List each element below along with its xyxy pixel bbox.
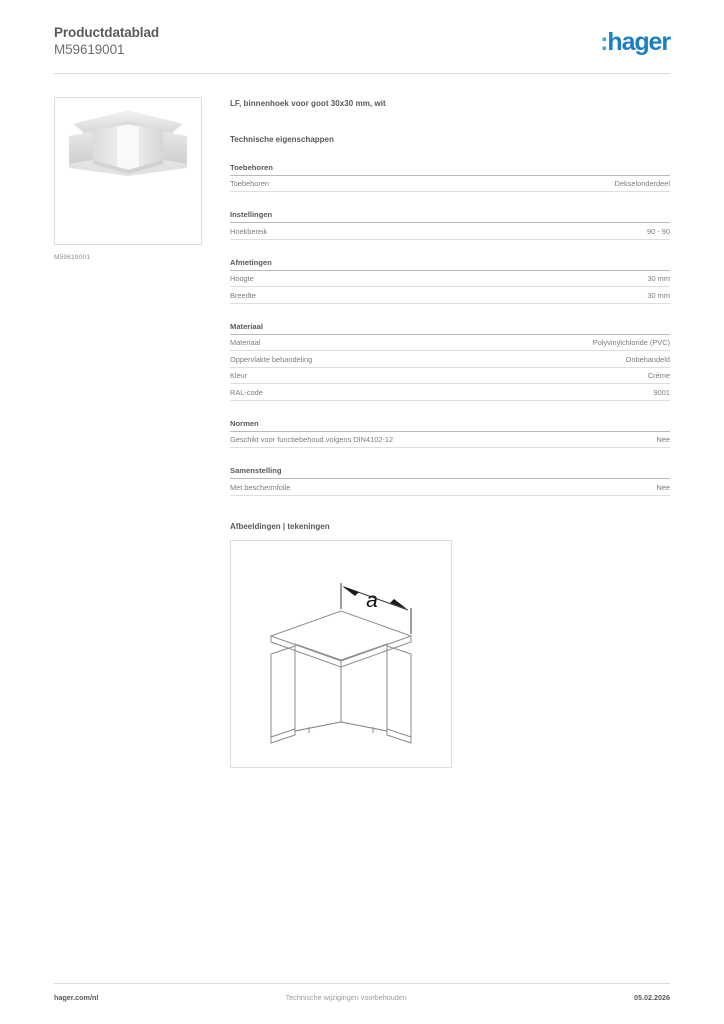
spec-value: 30 mm <box>647 274 670 284</box>
technical-properties-heading: Technische eigenschappen <box>230 134 334 144</box>
spec-row <box>230 335 670 352</box>
drawings-heading: Afbeeldingen | tekeningen <box>230 521 330 531</box>
product-photo-column <box>54 97 214 261</box>
spec-group-title: Samenstelling <box>230 466 670 479</box>
specifications-column <box>214 97 670 768</box>
spec-group <box>230 210 670 240</box>
spec-key: RAL-code <box>230 387 263 397</box>
footer-disclaimer: Technische wijzigingen voorbehouden <box>285 993 407 1002</box>
spec-key: Materiaal <box>230 338 261 348</box>
spec-key: Breedte <box>230 290 256 300</box>
spec-key: Oppervlakte behandeling <box>230 354 313 364</box>
spec-value: Nee <box>656 435 670 445</box>
spec-row <box>230 223 670 240</box>
spec-row <box>230 287 670 304</box>
specifications-table <box>230 163 670 496</box>
spec-row <box>230 271 670 288</box>
spec-value: Onbehandeld <box>625 354 670 364</box>
spec-group-title: Instellingen <box>230 210 670 223</box>
spec-group <box>230 466 670 496</box>
page-title: Productdatablad <box>54 25 160 40</box>
product-name: LF, binnenhoek voor goot 30x30 mm, wit <box>230 98 386 108</box>
footer-date: 05.02.2026 <box>634 993 670 1002</box>
spec-row <box>230 384 670 401</box>
spec-key: Met beschermfolie <box>230 482 291 492</box>
spec-key: Geschikt voor functiebehoud volgens DIN4102-12 <box>230 435 394 445</box>
spec-group <box>230 419 670 449</box>
page-header <box>54 0 670 59</box>
product-photo-image <box>55 98 201 244</box>
spec-value: 9001 <box>653 387 670 397</box>
dimension-label: a <box>366 588 378 612</box>
footer-row <box>54 984 670 1002</box>
spec-value: 90 - 90 <box>646 226 670 236</box>
spec-row <box>230 432 670 449</box>
footer-website-link[interactable]: hager.com/nl <box>54 993 99 1002</box>
page-body <box>54 74 670 768</box>
spec-key: Hoekbereik <box>230 226 268 236</box>
spec-key: Toebehoren <box>230 179 270 189</box>
spec-group <box>230 163 670 193</box>
spec-group <box>230 322 670 401</box>
technical-drawing-frame <box>230 540 452 768</box>
logo-colon-icon: : <box>600 28 608 56</box>
spec-group <box>230 258 670 304</box>
spec-row <box>230 351 670 368</box>
spec-group-title: Materiaal <box>230 322 670 335</box>
hager-logo[interactable] <box>600 24 670 55</box>
spec-group-title: Toebehoren <box>230 163 670 176</box>
logo-wordmark: hager <box>607 28 670 56</box>
spec-value: Polyvinylchloride (PVC) <box>592 338 670 348</box>
spec-group-title: Normen <box>230 419 670 432</box>
spec-group-title: Afmetingen <box>230 258 670 271</box>
spec-row <box>230 479 670 496</box>
spec-row <box>230 368 670 385</box>
spec-value: Dekselonderdeel <box>614 179 670 189</box>
spec-value: Crème <box>647 371 670 381</box>
document-reference: M59619001 <box>54 42 125 58</box>
spec-key: Kleur <box>230 371 248 381</box>
spec-row <box>230 176 670 193</box>
technical-drawing-image <box>231 541 451 767</box>
page-footer <box>54 983 670 1002</box>
product-photo-frame <box>54 97 202 245</box>
spec-key: Hoogte <box>230 274 254 284</box>
spec-value: 30 mm <box>647 290 670 300</box>
product-photo-caption: M59619001 <box>54 253 91 261</box>
title-block <box>54 24 159 59</box>
spec-value: Nee <box>656 482 670 492</box>
